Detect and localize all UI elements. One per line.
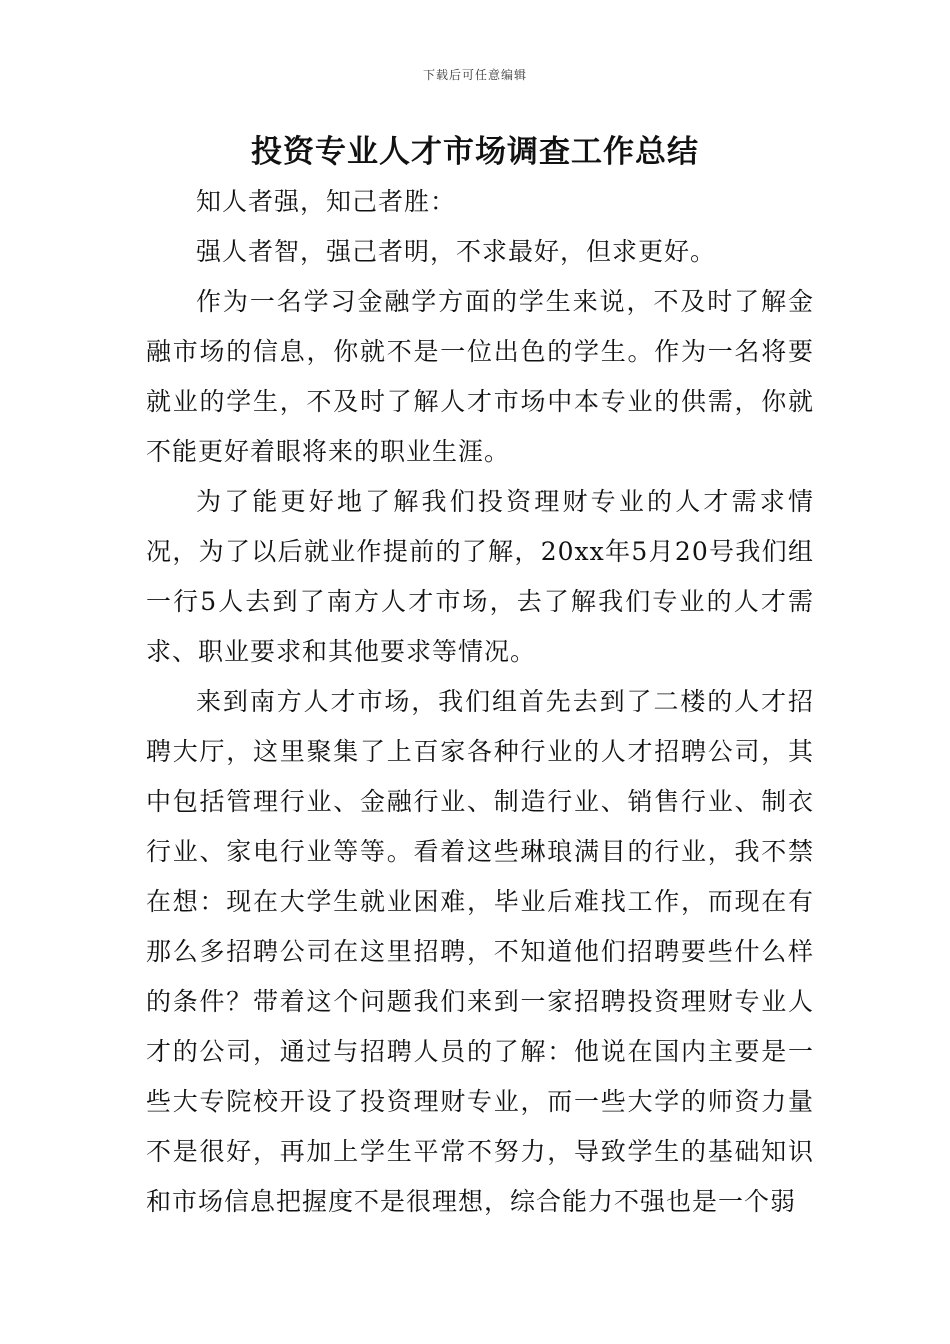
header-note: 下载后可任意编辑: [422, 68, 527, 82]
document-body: [146, 177, 814, 1227]
paragraph-4: 为了能更好地了解我们投资理财专业的人才需求情况，为了以后就业作提前的了解，20xx年5月20号我们组一行5人去到了南方人才市场，去了解我们专业的人才需求、职业要求和其他要求等情况。: [146, 487, 814, 666]
paragraph-3: 作为一名学习金融学方面的学生来说，不及时了解金融市场的信息，你就不是一位出色的学生。作为一名将要就业的学生，不及时了解人才市场中本专业的供需，你就不能更好着眼将来的职业生涯。: [146, 287, 814, 466]
paragraph-1: 知人者强，知己者胜：: [196, 187, 457, 216]
document-title: 投资专业人才市场调查工作总结: [251, 134, 699, 170]
paragraph-2: 强人者智，强己者明，不求最好，但求更好。: [196, 237, 717, 266]
paragraph-5: 来到南方人才市场，我们组首先去到了二楼的人才招聘大厅，这里聚集了上百家各种行业的人才招聘公司，其中包括管理行业、金融行业、制造行业、销售行业、制衣行业、家电行业等等。看着这些琳琅满目的行业，我不禁在想：现在大学生就业困难，毕业后难找工作，而现在有那么多招聘公司在这里招聘，不知道他们招聘要些什么样的条件？带着这个问题我们来到一家招聘投资理财专业人才的公司，通过与招聘人员的了解：他说在国内主要是一些大专院校开设了投资理财专业，而一些大学的师资力量不是很好，再加上学生平常不努力，导致学生的基础知识和市场信息把握度不是很理想，综合能力不强也是一个弱: [146, 687, 814, 1216]
